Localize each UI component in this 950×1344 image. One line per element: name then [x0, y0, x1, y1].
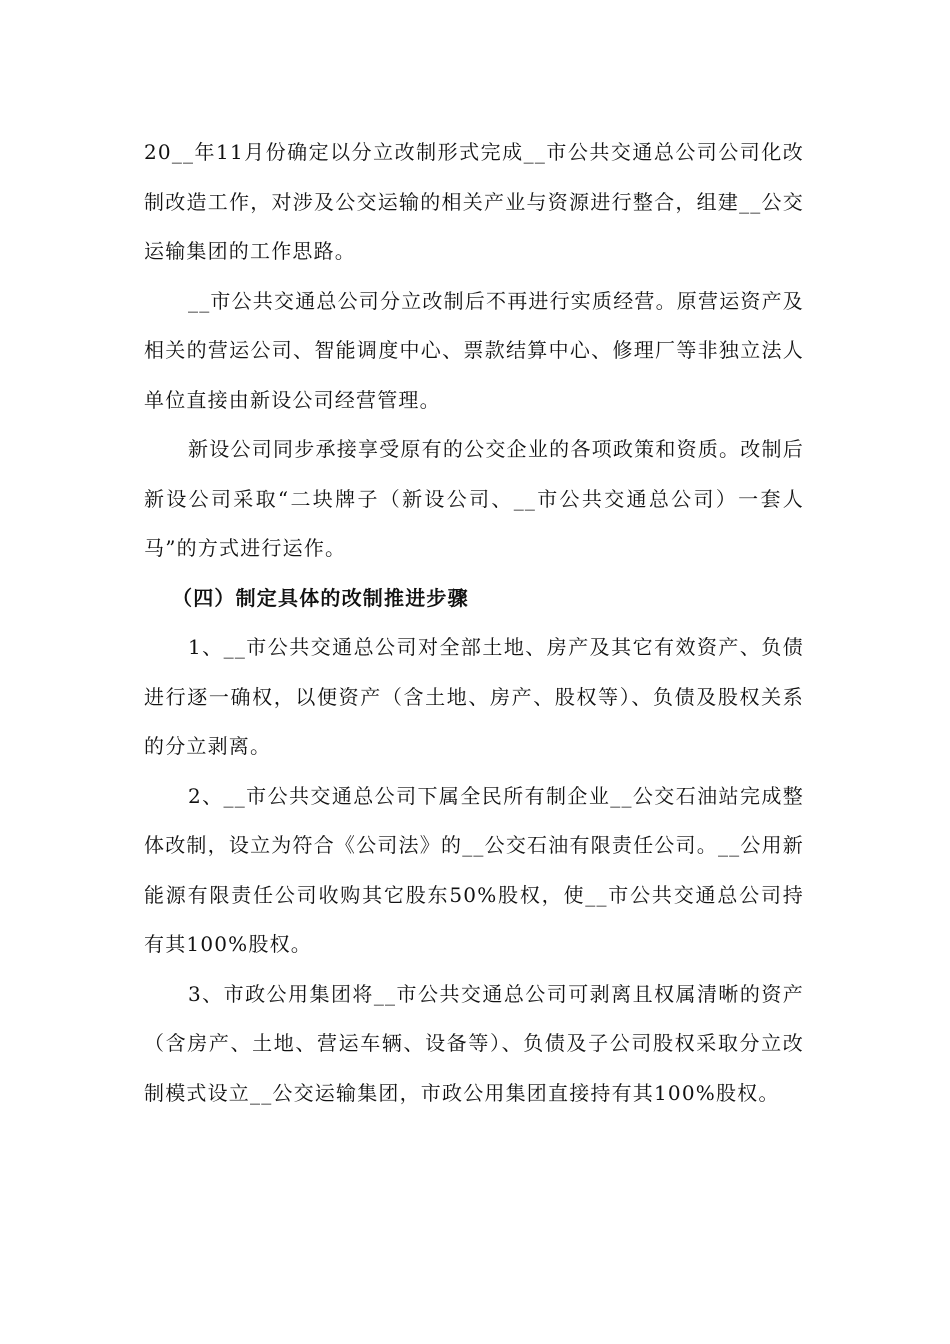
paragraph-new-company-policies: 新设公司同步承接享受原有的公交企业的各项政策和资质。改制后新设公司采取“二块牌子（新设公司、__市公共交通总公司）一套人马”的方式进行运作。 [144, 437, 804, 560]
section-heading: （四）制定具体的改制推进步骤 [172, 585, 469, 610]
document-body [144, 128, 804, 1118]
step-item-1: 1、__市公共交通总公司对全部土地、房产及其它有效资产、负债进行逐一确权，以便资产（含土地、房产、股权等）、负债及股权关系的分立剥离。 [144, 635, 804, 758]
step-item-2: 2、__市公共交通总公司下属全民所有制企业__公交石油站完成整体改制，设立为符合《公司法》的__公交石油有限责任公司。__公用新能源有限责任公司收购其它股东50%股权，使__市公共交通总公司持有其100%股权。 [144, 783, 804, 956]
step-item-3: 3、市政公用集团将__市公共交通总公司可剥离且权属清晰的资产（含房产、土地、营运车辆、设备等）、负债及子公司股权采取分立改制模式设立__公交运输集团，市政公用集团直接持有其100%股权。 [144, 981, 804, 1105]
paragraph-post-split-operation: __市公共交通总公司分立改制后不再进行实质经营。原营运资产及相关的营运公司、智能调度中心、票款结算中心、修理厂等非独立法人单位直接由新设公司经营管理。 [144, 288, 804, 412]
paragraph-restructuring-plan: 20__年11月份确定以分立改制形式完成__市公共交通总公司公司化改制改造工作，对涉及公交运输的相关产业与资源进行整合，组建__公交运输集团的工作思路。 [144, 140, 804, 263]
